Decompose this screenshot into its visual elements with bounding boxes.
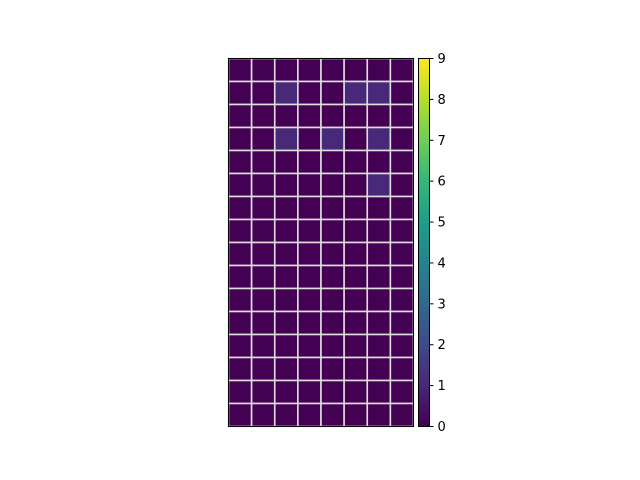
heatmap-cell-r0-c2 (275, 59, 298, 82)
colorbar-tick-label-9: 9 (437, 52, 446, 67)
heatmap-cell-r11-c5 (344, 312, 367, 335)
heatmap-cell-r11-c0 (229, 312, 252, 335)
heatmap-cell-r1-c5 (344, 82, 367, 105)
heatmap-cell-r3-c3 (298, 128, 321, 151)
heatmap-cells (229, 59, 414, 427)
heatmap-cell-r12-c3 (298, 335, 321, 358)
colorbar-tick-label-8: 8 (437, 92, 446, 108)
colorbar-tick-label-7: 7 (437, 133, 446, 149)
heatmap-cell-r8-c3 (298, 243, 321, 266)
heatmap-cell-r5-c7 (390, 174, 413, 197)
heatmap-cell-r0-c7 (390, 59, 413, 82)
heatmap-cell-r9-c6 (367, 266, 390, 289)
heatmap-cell-r2-c5 (344, 105, 367, 128)
heatmap-cell-r0-c0 (229, 59, 252, 82)
heatmap-cell-r8-c6 (367, 243, 390, 266)
heatmap-cell-r12-c1 (252, 335, 275, 358)
heatmap-cell-r5-c0 (229, 174, 252, 197)
heatmap-cell-r9-c4 (321, 266, 344, 289)
colorbar-tick-label-3: 3 (437, 297, 446, 313)
heatmap-cell-r1-c0 (229, 82, 252, 105)
heatmap-cell-r9-c1 (252, 266, 275, 289)
heatmap-cell-r15-c0 (229, 404, 252, 427)
colorbar-gradient (419, 59, 430, 427)
heatmap-cell-r6-c7 (390, 197, 413, 220)
heatmap-cell-r14-c7 (390, 381, 413, 404)
heatmap-cell-r2-c0 (229, 105, 252, 128)
heatmap-cell-r11-c6 (367, 312, 390, 335)
heatmap-cell-r14-c3 (298, 381, 321, 404)
colorbar-ticks (430, 52, 446, 435)
heatmap-cell-r2-c4 (321, 105, 344, 128)
heatmap-cell-r0-c5 (344, 59, 367, 82)
heatmap-cell-r14-c0 (229, 381, 252, 404)
heatmap-cell-r12-c5 (344, 335, 367, 358)
heatmap-cell-r15-c3 (298, 404, 321, 427)
heatmap-cell-r4-c2 (275, 151, 298, 174)
heatmap-cell-r14-c1 (252, 381, 275, 404)
heatmap-cell-r13-c0 (229, 358, 252, 381)
heatmap-cell-r4-c6 (367, 151, 390, 174)
heatmap-cell-r6-c3 (298, 197, 321, 220)
heatmap-cell-r7-c2 (275, 220, 298, 243)
heatmap-cell-r1-c1 (252, 82, 275, 105)
heatmap-cell-r7-c0 (229, 220, 252, 243)
colorbar-tick-label-5: 5 (437, 215, 446, 231)
heatmap-cell-r4-c4 (321, 151, 344, 174)
heatmap-cell-r6-c1 (252, 197, 275, 220)
heatmap-cell-r11-c7 (390, 312, 413, 335)
heatmap-cell-r8-c4 (321, 243, 344, 266)
heatmap-cell-r1-c3 (298, 82, 321, 105)
heatmap-cell-r7-c4 (321, 220, 344, 243)
heatmap-cell-r4-c5 (344, 151, 367, 174)
heatmap-cell-r13-c2 (275, 358, 298, 381)
heatmap-cell-r12-c4 (321, 335, 344, 358)
colorbar (419, 52, 446, 435)
heatmap-cell-r2-c2 (275, 105, 298, 128)
heatmap-cell-r15-c2 (275, 404, 298, 427)
heatmap-cell-r2-c6 (367, 105, 390, 128)
heatmap-cell-r0-c6 (367, 59, 390, 82)
heatmap-cell-r14-c4 (321, 381, 344, 404)
heatmap-cell-r15-c5 (344, 404, 367, 427)
heatmap-cell-r3-c4 (321, 128, 344, 151)
colorbar-tick-label-1: 1 (437, 379, 446, 395)
heatmap-cell-r10-c7 (390, 289, 413, 312)
heatmap-cell-r4-c1 (252, 151, 275, 174)
heatmap-cell-r0-c1 (252, 59, 275, 82)
heatmap-cell-r12-c6 (367, 335, 390, 358)
heatmap-cell-r12-c0 (229, 335, 252, 358)
heatmap-cell-r7-c7 (390, 220, 413, 243)
heatmap-cell-r7-c3 (298, 220, 321, 243)
heatmap-cell-r9-c7 (390, 266, 413, 289)
heatmap-cell-r8-c0 (229, 243, 252, 266)
heatmap-cell-r6-c6 (367, 197, 390, 220)
heatmap-cell-r15-c1 (252, 404, 275, 427)
heatmap-cell-r14-c5 (344, 381, 367, 404)
heatmap-cell-r8-c7 (390, 243, 413, 266)
heatmap-cell-r7-c5 (344, 220, 367, 243)
heatmap-cell-r15-c7 (390, 404, 413, 427)
heatmap-cell-r5-c3 (298, 174, 321, 197)
heatmap-cell-r11-c2 (275, 312, 298, 335)
heatmap-cell-r6-c4 (321, 197, 344, 220)
heatmap-cell-r4-c0 (229, 151, 252, 174)
heatmap-cell-r7-c6 (367, 220, 390, 243)
heatmap-cell-r12-c7 (390, 335, 413, 358)
colorbar-tick-label-2: 2 (437, 338, 446, 354)
heatmap-cell-r10-c4 (321, 289, 344, 312)
heatmap-cell-r9-c3 (298, 266, 321, 289)
heatmap-cell-r14-c2 (275, 381, 298, 404)
heatmap-cell-r13-c4 (321, 358, 344, 381)
heatmap-cell-r14-c6 (367, 381, 390, 404)
colorbar-tick-label-6: 6 (437, 174, 446, 190)
heatmap-cell-r15-c4 (321, 404, 344, 427)
heatmap-cell-r3-c6 (367, 128, 390, 151)
heatmap-cell-r3-c0 (229, 128, 252, 151)
heatmap-cell-r6-c5 (344, 197, 367, 220)
heatmap-cell-r3-c5 (344, 128, 367, 151)
heatmap-cell-r8-c1 (252, 243, 275, 266)
heatmap-cell-r4-c3 (298, 151, 321, 174)
heatmap-cell-r1-c4 (321, 82, 344, 105)
heatmap-cell-r13-c1 (252, 358, 275, 381)
heatmap-cell-r5-c4 (321, 174, 344, 197)
heatmap-cell-r6-c0 (229, 197, 252, 220)
heatmap-cell-r8-c5 (344, 243, 367, 266)
heatmap-cell-r4-c7 (390, 151, 413, 174)
heatmap-cell-r3-c7 (390, 128, 413, 151)
heatmap-cell-r1-c2 (275, 82, 298, 105)
heatmap-cell-r2-c3 (298, 105, 321, 128)
heatmap-cell-r13-c6 (367, 358, 390, 381)
heatmap-cell-r2-c1 (252, 105, 275, 128)
heatmap-cell-r10-c3 (298, 289, 321, 312)
heatmap-cell-r9-c0 (229, 266, 252, 289)
colorbar-tick-label-4: 4 (437, 256, 446, 272)
heatmap-cell-r10-c6 (367, 289, 390, 312)
heatmap-cell-r13-c3 (298, 358, 321, 381)
heatmap-cell-r11-c3 (298, 312, 321, 335)
heatmap-cell-r3-c2 (275, 128, 298, 151)
heatmap-cell-r9-c5 (344, 266, 367, 289)
heatmap-cell-r7-c1 (252, 220, 275, 243)
heatmap-cell-r0-c3 (298, 59, 321, 82)
heatmap-cell-r5-c6 (367, 174, 390, 197)
heatmap-cell-r0-c4 (321, 59, 344, 82)
heatmap-cell-r6-c2 (275, 197, 298, 220)
heatmap-cell-r8-c2 (275, 243, 298, 266)
heatmap-cell-r1-c6 (367, 82, 390, 105)
heatmap-cell-r10-c1 (252, 289, 275, 312)
heatmap-cell-r5-c1 (252, 174, 275, 197)
heatmap-cell-r13-c5 (344, 358, 367, 381)
heatmap-cell-r13-c7 (390, 358, 413, 381)
heatmap-cell-r10-c0 (229, 289, 252, 312)
heatmap-cell-r2-c7 (390, 105, 413, 128)
heatmap-cell-r15-c6 (367, 404, 390, 427)
heatmap-cell-r5-c5 (344, 174, 367, 197)
heatmap-cell-r10-c2 (275, 289, 298, 312)
heatmap-cell-r11-c4 (321, 312, 344, 335)
heatmap-cell-r11-c1 (252, 312, 275, 335)
heatmap-cell-r1-c7 (390, 82, 413, 105)
heatmap-cell-r10-c5 (344, 289, 367, 312)
heatmap-cell-r3-c1 (252, 128, 275, 151)
heatmap-cell-r9-c2 (275, 266, 298, 289)
colorbar-tick-label-0: 0 (437, 420, 446, 435)
heatmap-cell-r5-c2 (275, 174, 298, 197)
heatmap-cell-r12-c2 (275, 335, 298, 358)
